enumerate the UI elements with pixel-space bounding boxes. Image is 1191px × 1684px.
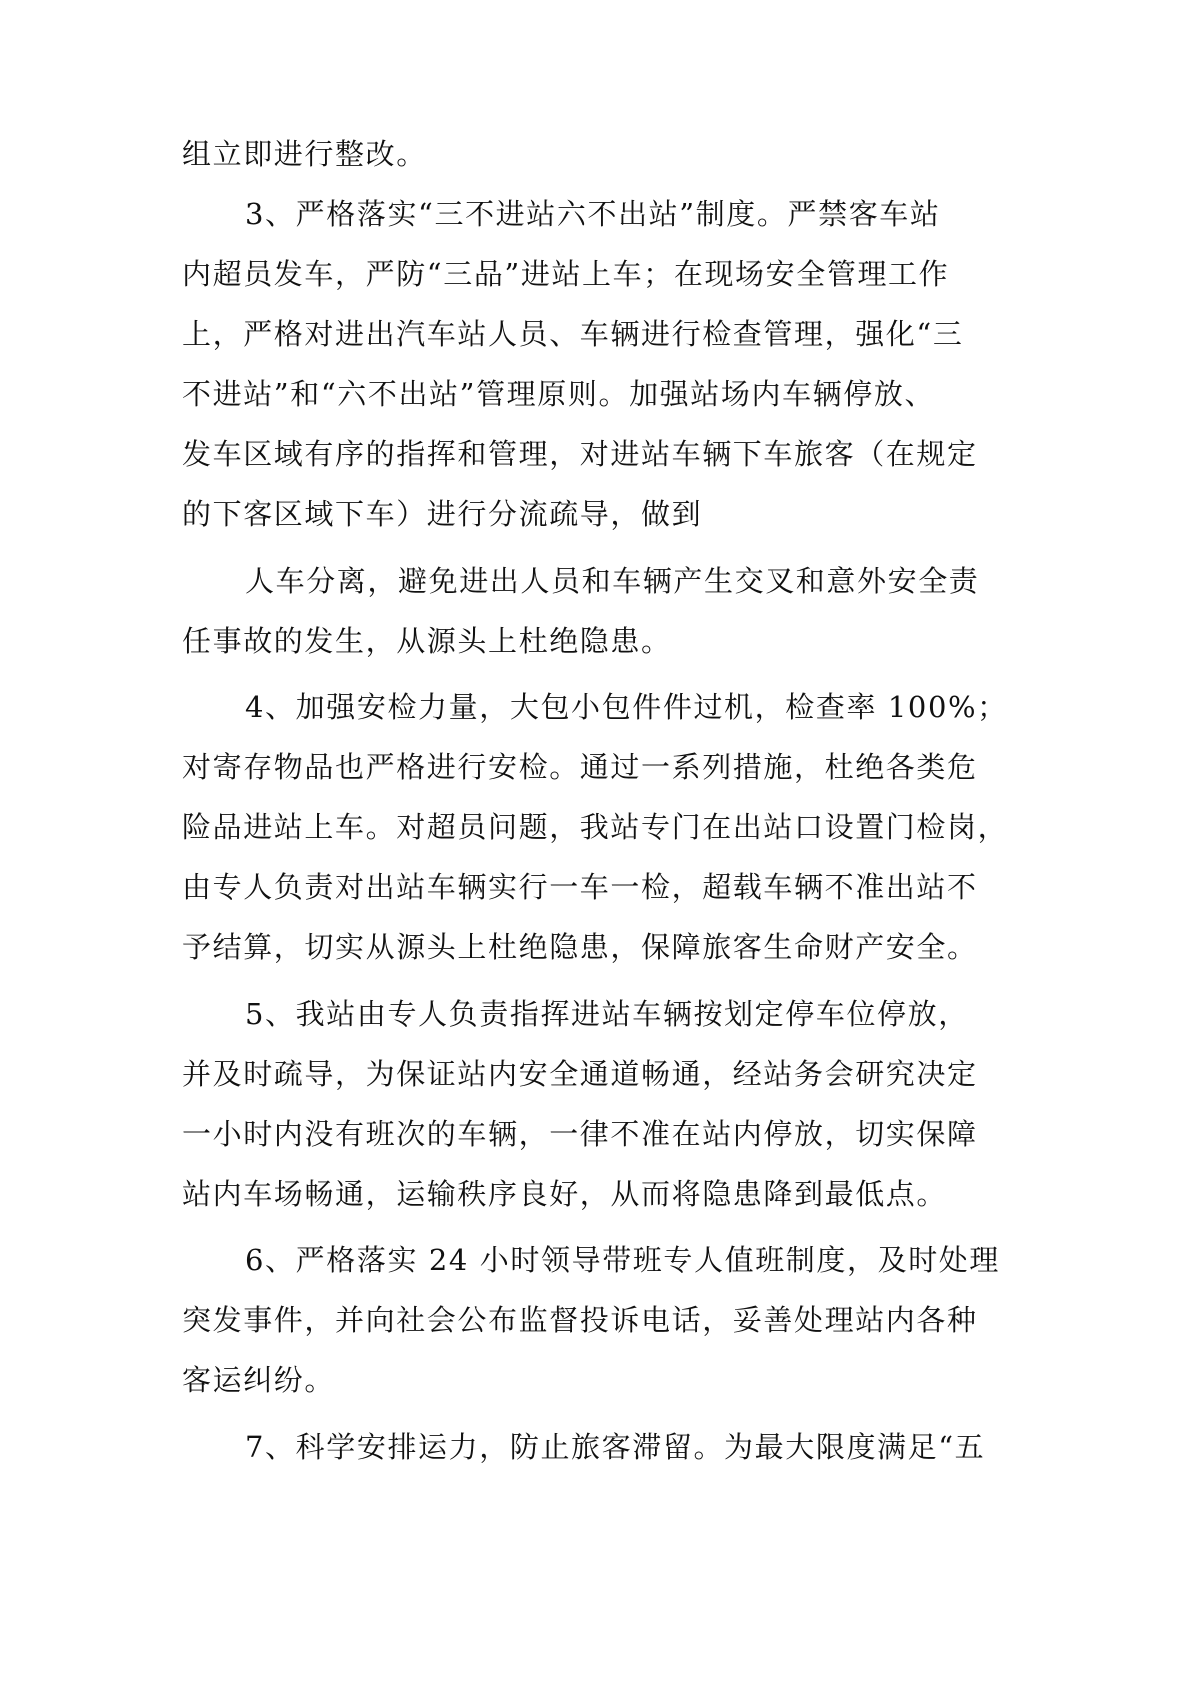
text-line: 3、严格落实“三不进站六不出站”制度。严禁客车站 (245, 197, 941, 231)
text-line: 任事故的发生，从源头上杜绝隐患。 (182, 624, 672, 658)
text-line: 内超员发车，严防“三品”进站上车；在现场安全管理工作 (182, 257, 950, 291)
text-line: 的下客区域下车）进行分流疏导，做到 (182, 497, 703, 531)
text-line: 发车区域有序的指挥和管理，对进站车辆下车旅客（在规定 (182, 437, 978, 471)
text-line: 组立即进行整改。 (182, 137, 427, 171)
text-line: 6、严格落实 24 小时领导带班专人值班制度，及时处理 (245, 1243, 1000, 1277)
text-line: 4、加强安检力量，大包小包件件过机，检查率 100%； (245, 690, 1008, 724)
text-line: 客运纠纷。 (182, 1363, 336, 1397)
text-line: 站内车场畅通，运输秩序良好，从而将隐患降到最低点。 (182, 1177, 948, 1211)
text-line: 予结算，切实从源头上杜绝隐患，保障旅客生命财产安全。 (182, 930, 978, 964)
text-line: 突发事件，并向社会公布监督投诉电话，妥善处理站内各种 (182, 1303, 978, 1337)
text-line: 5、我站由专人负责指挥进站车辆按划定停车位停放， (245, 997, 969, 1031)
text-line: 对寄存物品也严格进行安检。通过一系列措施，杜绝各类危 (182, 750, 978, 784)
text-line: 不进站”和“六不出站”管理原则。加强站场内车辆停放、 (182, 377, 936, 411)
text-line: 险品进站上车。对超员问题，我站专门在出站口设置门检岗， (182, 810, 1009, 844)
text-line: 上，严格对进出汽车站人员、车辆进行检查管理，强化“三 (182, 317, 964, 351)
text-line: 一小时内没有班次的车辆，一律不准在站内停放，切实保障 (182, 1117, 978, 1151)
text-line: 由专人负责对出站车辆实行一车一检，超载车辆不准出站不 (182, 870, 978, 904)
text-line: 并及时疏导，为保证站内安全通道畅通，经站务会研究决定 (182, 1057, 978, 1091)
text-line: 人车分离，避免进出人员和车辆产生交叉和意外安全责 (245, 564, 980, 598)
text-line: 7、科学安排运力，防止旅客滞留。为最大限度满足“五 (245, 1430, 986, 1464)
